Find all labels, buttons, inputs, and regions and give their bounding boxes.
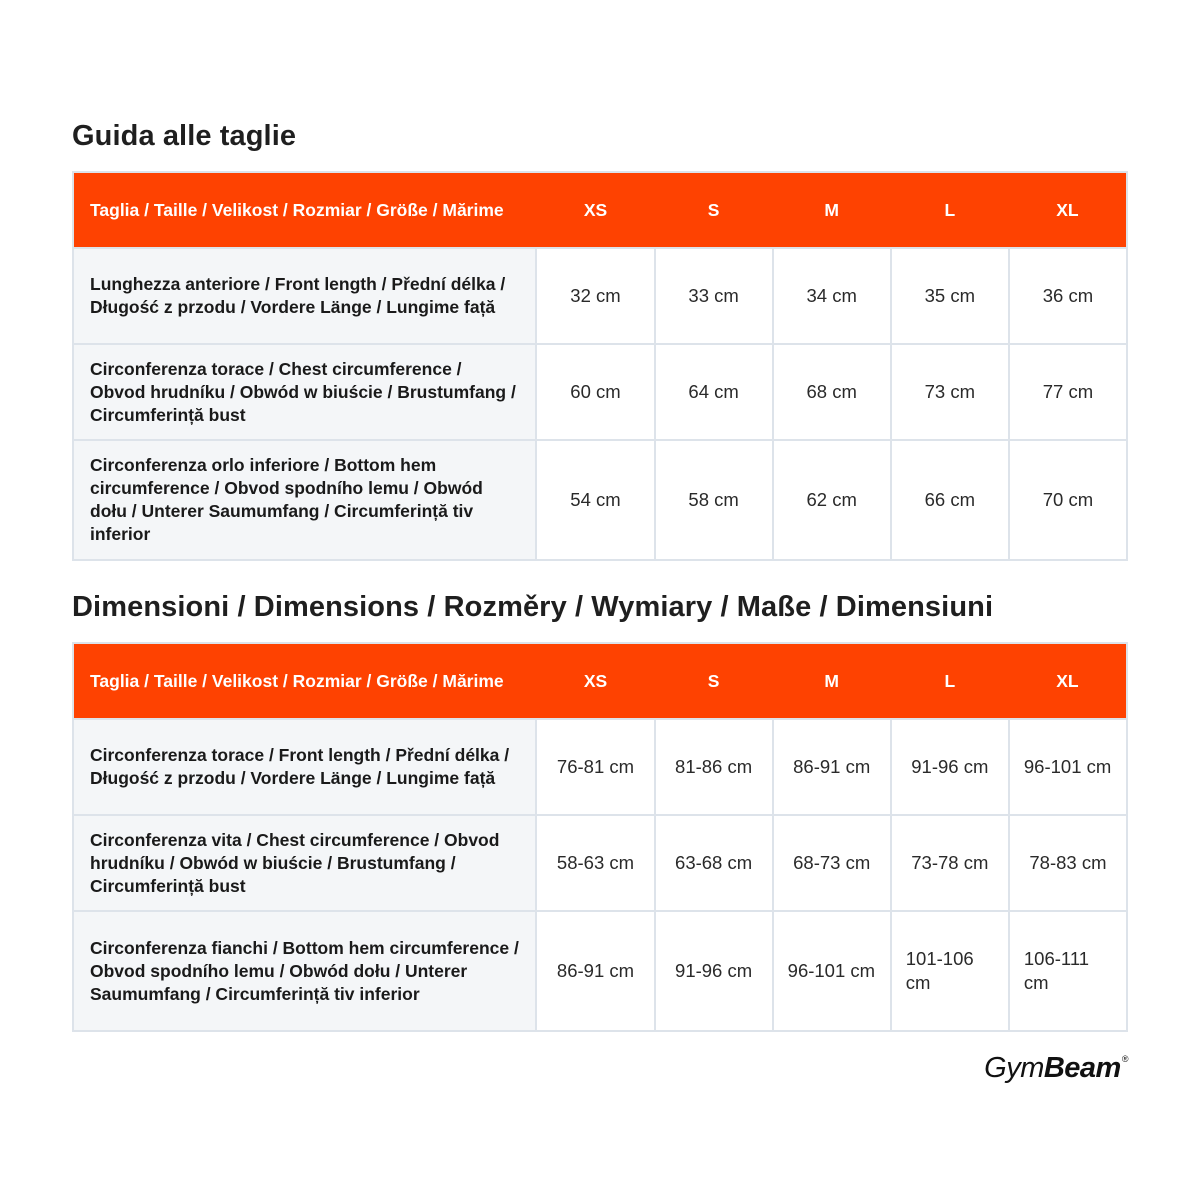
size-header-l: L	[891, 172, 1009, 248]
table-row	[73, 344, 1127, 440]
table-cell: 32 cm	[536, 248, 654, 344]
row-label-front-length: Lunghezza anteriore / Front length / Přední délka / Długość z przodu / Vordere Länge / Lungime față	[73, 248, 536, 344]
size-header-label: Taglia / Taille / Velikost / Rozmiar / Größe / Mărime	[73, 643, 536, 719]
table-cell: 91-96 cm	[891, 719, 1009, 815]
table-cell: 81-86 cm	[655, 719, 773, 815]
row-label-waist: Circonferenza vita / Chest circumference / Obvod hrudníku / Obwód w biuście / Brustumfang / Circumferință bust	[73, 815, 536, 911]
row-label-bottom-hem: Circonferenza orlo inferiore / Bottom hem circumference / Obvod spodního lemu / Obwód dołu / Unterer Saumumfang / Circumferință tiv inferior	[73, 440, 536, 560]
table-cell: 96-101 cm	[1009, 719, 1127, 815]
table-cell: 64 cm	[655, 344, 773, 440]
logo-text-beam: Beam	[1043, 1052, 1121, 1084]
size-header-xs: XS	[536, 643, 654, 719]
table-cell: 86-91 cm	[536, 911, 654, 1031]
table-cell: 76-81 cm	[536, 719, 654, 815]
table-cell: 63-68 cm	[655, 815, 773, 911]
table-cell: 35 cm	[891, 248, 1009, 344]
table-cell: 73 cm	[891, 344, 1009, 440]
table-cell: 60 cm	[536, 344, 654, 440]
table-cell: 86-91 cm	[773, 719, 891, 815]
registered-mark: ®	[1121, 1054, 1128, 1064]
table-row	[73, 815, 1127, 911]
table-cell: 68 cm	[773, 344, 891, 440]
size-header-label: Taglia / Taille / Velikost / Rozmiar / Größe / Mărime	[73, 172, 536, 248]
size-header-xl: XL	[1009, 172, 1127, 248]
table-cell: 58-63 cm	[536, 815, 654, 911]
row-label-hips: Circonferenza fianchi / Bottom hem circumference / Obvod spodního lemu / Obwód dołu / Unterer Saumumfang / Circumferință tiv inferior	[73, 911, 536, 1031]
table-cell: 73-78 cm	[891, 815, 1009, 911]
table-cell: 33 cm	[655, 248, 773, 344]
table-cell: 78-83 cm	[1009, 815, 1127, 911]
size-header-xs: XS	[536, 172, 654, 248]
table-cell: 34 cm	[773, 248, 891, 344]
size-guide-table	[72, 171, 1128, 561]
table-cell: 58 cm	[655, 440, 773, 560]
table-cell: 96-101 cm	[773, 911, 891, 1031]
size-header-s: S	[655, 172, 773, 248]
row-label-chest: Circonferenza torace / Chest circumference / Obvod hrudníku / Obwód w biuście / Brustumfang / Circumferință bust	[73, 344, 536, 440]
table-cell: 106-111 cm	[1009, 911, 1127, 1031]
table-row	[73, 719, 1127, 815]
table-row	[73, 248, 1127, 344]
size-header-m: M	[773, 643, 891, 719]
table-header-row	[73, 172, 1127, 248]
table-row	[73, 911, 1127, 1031]
dimensions-table	[72, 642, 1128, 1032]
row-label-chest: Circonferenza torace / Front length / Přední délka / Długość z przodu / Vordere Länge / Lungime față	[73, 719, 536, 815]
size-header-l: L	[891, 643, 1009, 719]
table-cell: 101-106 cm	[891, 911, 1009, 1031]
gymbeam-logo	[984, 1052, 1128, 1085]
dimensions-title: Dimensioni / Dimensions / Rozměry / Wymiary / Maße / Dimensiuni	[72, 591, 994, 623]
size-header-s: S	[655, 643, 773, 719]
table-cell: 91-96 cm	[655, 911, 773, 1031]
table-cell: 77 cm	[1009, 344, 1127, 440]
logo-text-gym: Gym	[984, 1052, 1044, 1084]
table-cell: 70 cm	[1009, 440, 1127, 560]
table-cell: 62 cm	[773, 440, 891, 560]
size-guide-title: Guida alle taglie	[72, 120, 297, 152]
size-header-m: M	[773, 172, 891, 248]
table-cell: 54 cm	[536, 440, 654, 560]
size-header-xl: XL	[1009, 643, 1127, 719]
table-header-row	[73, 643, 1127, 719]
table-cell: 66 cm	[891, 440, 1009, 560]
table-row	[73, 440, 1127, 560]
table-cell: 36 cm	[1009, 248, 1127, 344]
table-cell: 68-73 cm	[773, 815, 891, 911]
